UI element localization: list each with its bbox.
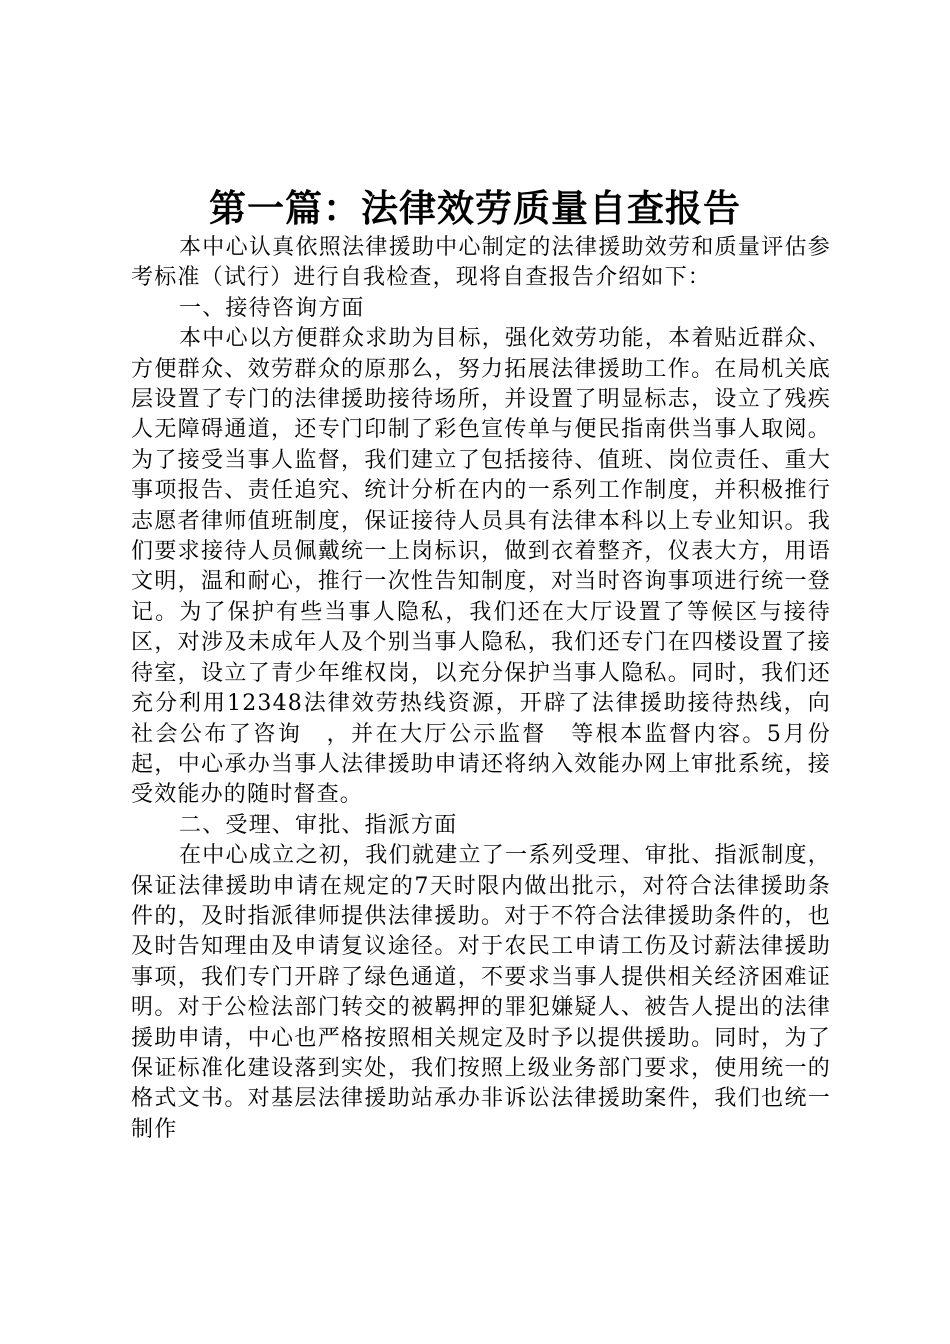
paragraph-acceptance: 在中心成立之初，我们就建立了一系列受理、审批、指派制度，保证法律援助申请在规定的7天时限内做出批示，对符合法律援助条件的，及时指派律师提供法律援助。对于不符合法律援助条件的，也及时告知理由及申请复议途径。对于农民工申请工伤及讨薪法律援助事项，我们专门开辟了绿色通道，不要求当事人提供相关经济困难证明。对于公检法部门转交的被羁押的罪犯嫌疑人、被告人提出的法律援助申请，中心也严格按照相关规定及时予以提供援助。同时，为了保证标准化建设落到实处，我们按照上级业务部门要求，使用统一的格式文书。对基层法律援助站承办非诉讼法律援助案件，我们也统一制作 — [131, 843, 831, 1142]
section-heading-reception: 一、接待咨询方面 — [179, 295, 365, 321]
section-heading-acceptance: 二、受理、审批、指派方面 — [179, 812, 458, 838]
paragraph-reception: 本中心以方便群众求助为目标，强化效劳功能，本着贴近群众、方便群众、效劳群众的原那么，努力拓展法律援助工作。在局机关底层设置了专门的法律援助接待场所，并设置了明显标志，设立了残疾人无障碍通道，还专门印制了彩色宣传单与便民指南供当事人取阅。为了接受当事人监督，我们建立了包括接待、值班、岗位责任、重大事项报告、责任追究、统计分析在内的一系列工作制度，并积极推行志愿者律师值班制度，保证接待人员具有法律本科以上专业知识。我们要求接待人员佩戴统一上岗标识，做到衣着整齐，仪表大方，用语文明，温和耐心，推行一次性告知制度，对当时咨询事项进行统一登记。为了保护有些当事人隐私，我们还在大厅设置了等候区与接待区，对涉及未成年人及个别当事人隐私，我们还专门在四楼设置了接待室，设立了青少年维权岗，以充分保护当事人隐私。同时，我们还充分利用12348法律效劳热线资源，开辟了法律援助接待热线，向社会公布了咨询 ，并在大厅公示监督 等根本监督内容。5月份起，中心承办当事人法律援助申请还将纳入效能办网上审批系统，接受效能办的随时督查。 — [131, 326, 831, 808]
document-title: 第一篇：法律效劳质量自查报告 — [209, 186, 741, 230]
paragraph-intro: 本中心认真依照法律援助中心制定的法律援助效劳和质量评估参考标准（试行）进行自我检查，现将自查报告介绍如下： — [131, 235, 831, 291]
document-body — [131, 233, 831, 1145]
